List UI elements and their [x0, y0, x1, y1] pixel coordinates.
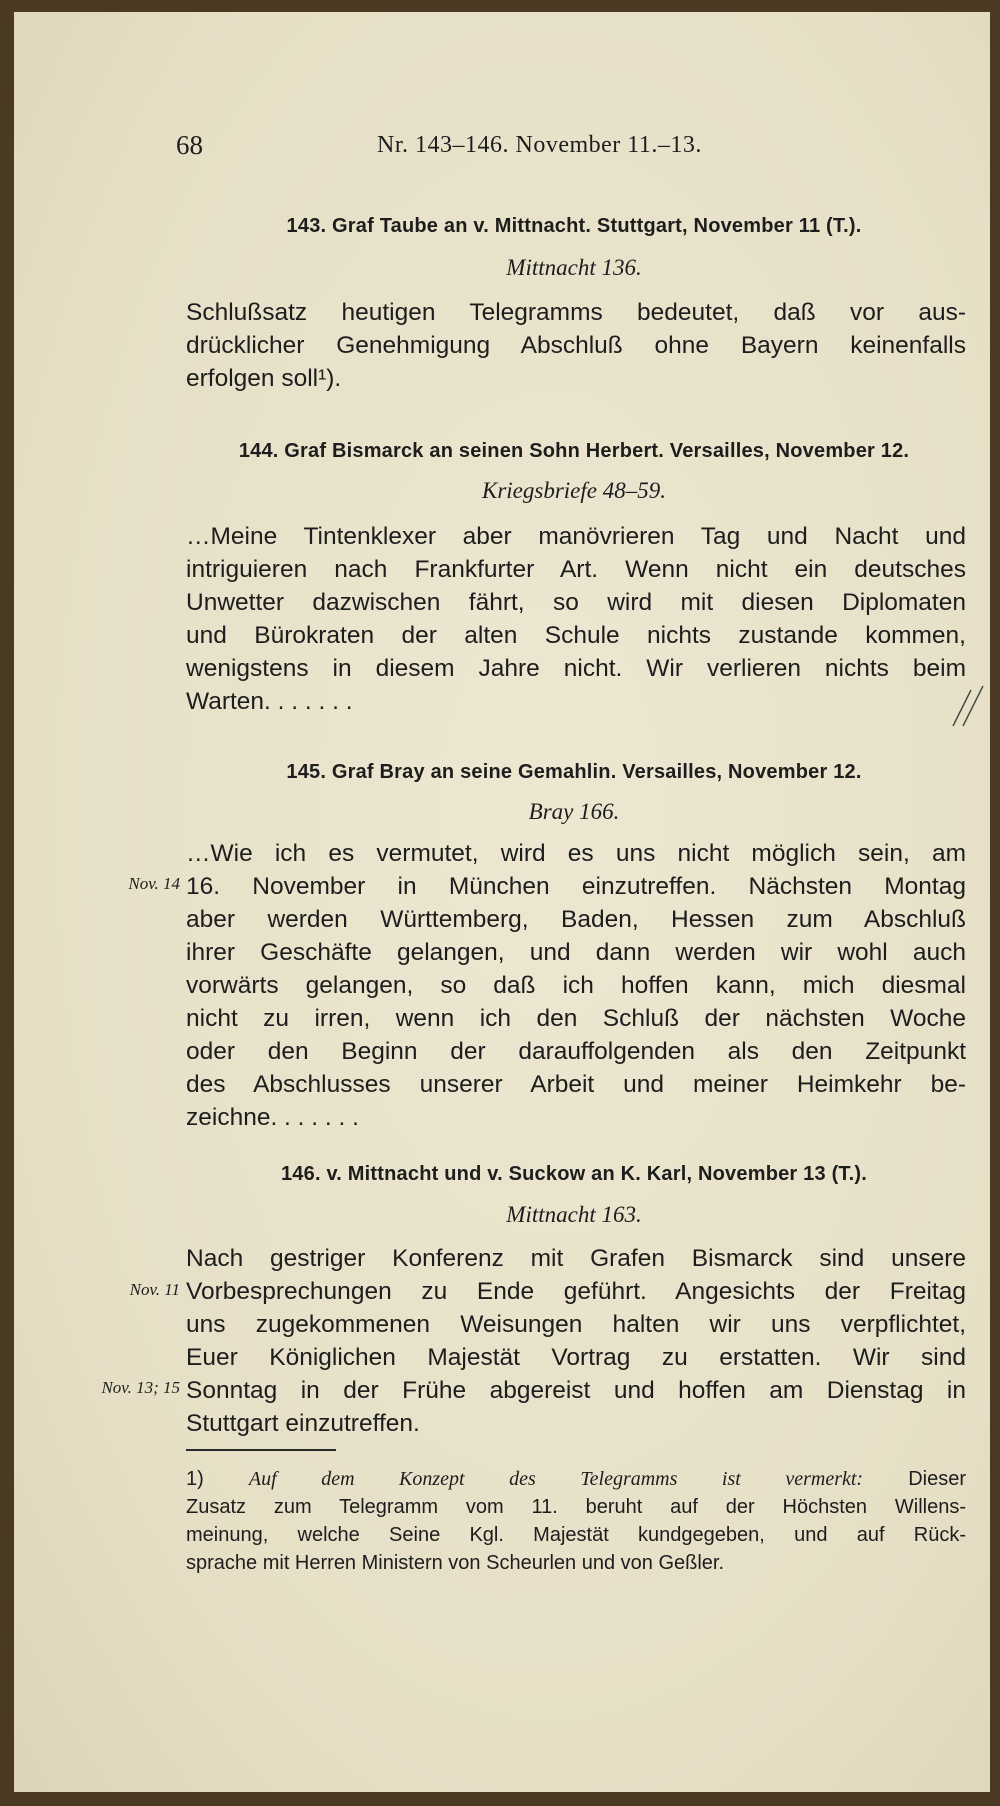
footnote-line: meinung, welche Seine Kgl. Majestät kundgegeben, und auf Rück- [186, 1524, 966, 1546]
text-line: Stuttgart einzutreffen. [186, 1410, 420, 1437]
footnote-text: Dieser [908, 1468, 966, 1490]
margin-note: Nov. 13; 15 [101, 1378, 180, 1397]
entry-144-heading: 144. Graf Bismarck an seinen Sohn Herbert. Versailles, November 12. [238, 440, 910, 462]
text-line: vorwärts gelangen, so daß ich hoffen kann, mich diesmal [186, 972, 966, 999]
text-line: Warten. . . . . . . [186, 688, 353, 715]
margin-note: Nov. 11 [129, 1280, 180, 1299]
entry-143-heading: 143. Graf Taube an v. Mittnacht. Stuttgart, November 11 (T.). [286, 215, 862, 237]
running-title: Nr. 143–146. November 11.–13. [377, 132, 702, 158]
entry-143-text [186, 296, 966, 395]
running-head [14, 130, 990, 170]
footnote-line: Zusatz zum Telegramm vom 11. beruht auf der Höchsten Willens- [186, 1496, 966, 1518]
text-line: 16. November in München einzutreffen. Nächsten Montag [186, 873, 966, 900]
footnote-italic: Auf dem Konzept des Telegramms ist vermerkt: [248, 1468, 864, 1490]
text-line: und Bürokraten der alten Schule nichts zustande kommen, [186, 622, 966, 649]
entry-145-source: Bray 166. [528, 799, 620, 824]
text-line: Nach gestriger Konferenz mit Grafen Bismarck sind unsere [186, 1245, 966, 1272]
text-line: …Wie ich es vermutet, wird es uns nicht möglich sein, am [186, 840, 966, 867]
footnote-line: sprache mit Herren Ministern von Scheurlen und von Geßler. [186, 1552, 725, 1574]
text-line: oder den Beginn der darauffolgenden als den Zeitpunkt [186, 1038, 966, 1065]
page-number: 68 [176, 130, 203, 160]
entry-144-text [186, 520, 966, 718]
margin-note: Nov. 14 [128, 874, 180, 893]
text-line: uns zugekommenen Weisungen halten wir uns verpflichtet, [186, 1311, 966, 1338]
entry-143-source: Mittnacht 136. [506, 255, 642, 280]
entry-144-source: Kriegsbriefe 48–59. [482, 478, 666, 503]
text-line: Sonntag in der Frühe abgereist und hoffen am Dienstag in [186, 1377, 966, 1404]
entry-146-text [186, 1242, 966, 1440]
footnote [186, 1465, 966, 1577]
text-line: Euer Königlichen Majestät Vortrag zu erstatten. Wir sind [186, 1344, 966, 1371]
footnote-rule [186, 1449, 336, 1451]
entry-146-heading: 146. v. Mittnacht und v. Suckow an K. Karl, November 13 (T.). [280, 1163, 868, 1185]
entry-145-heading: 145. Graf Bray an seine Gemahlin. Versailles, November 12. [286, 761, 862, 783]
text-line: …Meine Tintenklexer aber manövrieren Tag und Nacht und [186, 523, 966, 550]
text-line: Vorbesprechungen zu Ende geführt. Angesichts der Freitag [186, 1278, 966, 1305]
text-line: ihrer Geschäfte gelangen, und dann werden wir wohl auch [186, 939, 966, 966]
text-line: Unwetter dazwischen fährt, so wird mit diesen Diplomaten [186, 589, 966, 616]
footnote-marker: 1) [186, 1468, 204, 1490]
text-line: intriguieren nach Frankfurter Art. Wenn nicht ein deutsches [186, 556, 966, 583]
text-line: Schlußsatz heutigen Telegramms bedeutet, daß vor aus- [186, 299, 966, 326]
text-line: wenigstens in diesem Jahre nicht. Wir verlieren nichts beim [186, 655, 966, 682]
entry-146-source: Mittnacht 163. [506, 1202, 642, 1227]
text-line: drücklicher Genehmigung Abschluß ohne Bayern keinenfalls [186, 332, 966, 359]
text-line: aber werden Württemberg, Baden, Hessen zum Abschluß [186, 906, 966, 933]
document-page [14, 12, 990, 1792]
text-line: des Abschlusses unserer Arbeit und meiner Heimkehr be- [186, 1071, 966, 1098]
text-line: erfolgen soll¹). [186, 365, 342, 392]
footnote-line [186, 1465, 966, 1493]
pen-mark-icon [949, 680, 989, 730]
entry-145-text [186, 837, 966, 1134]
text-line: nicht zu irren, wenn ich den Schluß der nächsten Woche [186, 1005, 966, 1032]
text-line: zeichne. . . . . . . [186, 1104, 359, 1131]
